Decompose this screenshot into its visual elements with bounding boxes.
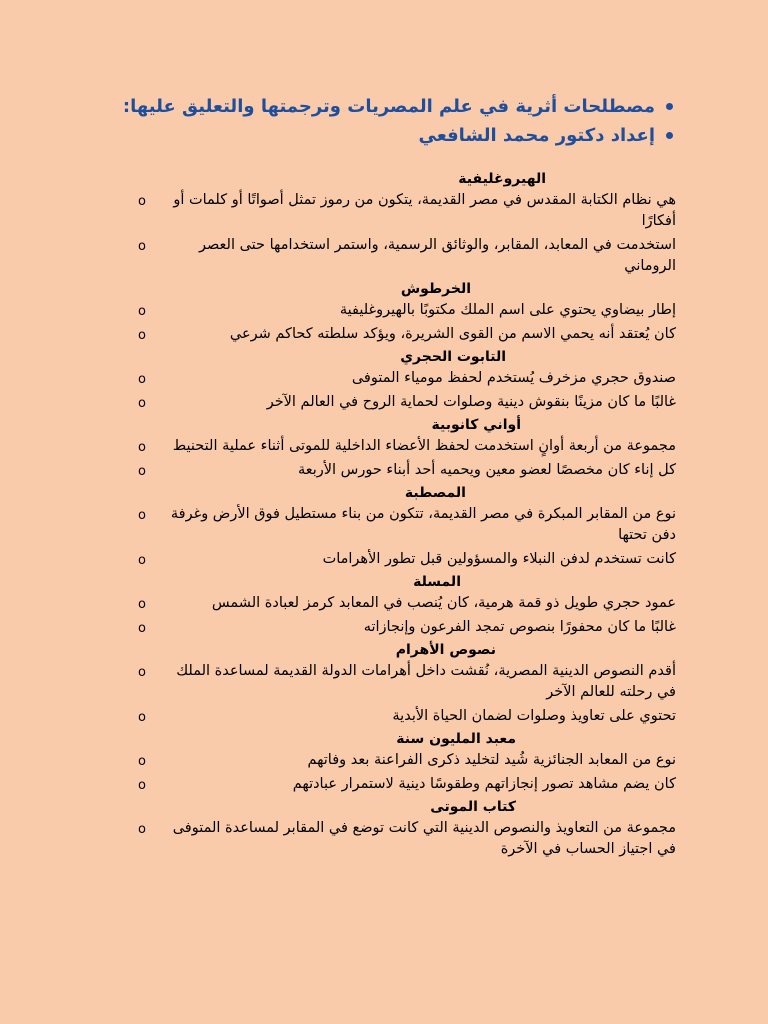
term-description-item	[138, 368, 676, 389]
term-description-item	[138, 190, 676, 232]
term-heading: نصوص الأهرام	[395, 642, 496, 658]
term-description-text: هي نظام الكتابة المقدس في مصر القديمة، يتكون من رموز تمثل أصواتًا أو كلمات أو أفكارًا	[173, 192, 676, 229]
document-author	[113, 121, 673, 150]
document-title	[113, 92, 673, 121]
term-heading: الخرطوش	[400, 281, 471, 297]
term-description-text: تحتوي على تعاويذ وصلوات لضمان الحياة الأبدية	[392, 708, 676, 724]
hollow-circle-bullet-icon: o	[138, 194, 146, 209]
term-description-text: مجموعة من التعاويذ والنصوص الدينية التي كانت توضع في المقابر لمساعدة المتوفى في اجتياز الحساب في الآخرة	[172, 820, 676, 857]
term-heading: أواني كانوبية	[431, 417, 521, 433]
term-description-item	[138, 750, 676, 771]
term-description-item	[138, 324, 676, 345]
term-description-item	[138, 392, 676, 413]
document-header	[113, 92, 673, 150]
term-description-item	[138, 617, 676, 638]
hollow-circle-bullet-icon: o	[138, 440, 146, 455]
bullet-dot-icon	[666, 132, 673, 139]
hollow-circle-bullet-icon: o	[138, 396, 146, 411]
term-description-text: غالبًا ما كان مزينًا بنقوش دينية وصلوات لحماية الروح في العالم الآخر	[266, 394, 676, 410]
term-description-item	[138, 593, 676, 614]
term-list	[138, 170, 676, 863]
term-heading: التابوت الحجري	[400, 349, 506, 365]
term-description-text: مجموعة من أربعة أوانٍ استخدمت لحفظ الأعضاء الداخلية للموتى أثناء عملية التحنيط	[172, 438, 676, 454]
term-description-item	[138, 818, 676, 860]
term-description-text: صندوق حجري مزخرف يُستخدم لحفظ مومياء المتوفى	[351, 370, 676, 386]
hollow-circle-bullet-icon: o	[138, 508, 146, 523]
hollow-circle-bullet-icon: o	[138, 328, 146, 343]
hollow-circle-bullet-icon: o	[138, 304, 146, 319]
hollow-circle-bullet-icon: o	[138, 553, 146, 568]
term-description-item	[138, 460, 676, 481]
term-description-item	[138, 706, 676, 727]
hollow-circle-bullet-icon: o	[138, 710, 146, 725]
term-description-text: أقدم النصوص الدينية المصرية، نُقشت داخل أهرامات الدولة القديمة لمساعدة الملك في رحلته للعالم الآخر	[176, 663, 676, 700]
document-title-text: مصطلحات أثرية في علم المصريات وترجمتها والتعليق عليها:	[122, 96, 655, 117]
term-description-text: نوع من المقابر المبكرة في مصر القديمة، تتكون من بناء مستطيل فوق الأرض وغرفة دفن تحتها	[170, 506, 676, 543]
term-heading: المصطبة	[404, 485, 466, 501]
term-heading: كتاب الموتى	[430, 799, 516, 815]
term-description-text: كان يضم مشاهد تصور إنجازاتهم وطقوسًا دينية لاستمرار عبادتهم	[292, 776, 676, 792]
term-description-text: كل إناء كان مخصصًا لعضو معين ويحميه أحد أبناء حورس الأربعة	[297, 462, 676, 478]
term-description-text: غالبًا ما كان محفورًا بنصوص تمجد الفرعون وإنجازاته	[363, 619, 676, 635]
term-description-item	[138, 235, 676, 277]
term-description-item	[138, 549, 676, 570]
document-author-text: إعداد دكتور محمد الشافعي	[418, 125, 655, 146]
term-description-item	[138, 661, 676, 703]
term-description-text: نوع من المعابد الجنائزية شُيد لتخليد ذكرى الفراعنة بعد وفاتهم	[307, 752, 676, 768]
hollow-circle-bullet-icon: o	[138, 372, 146, 387]
hollow-circle-bullet-icon: o	[138, 778, 146, 793]
term-heading: الهيروغليفية	[458, 171, 546, 187]
term-description-text: عمود حجري طويل ذو قمة هرمية، كان يُنصب في المعابد كرمز لعبادة الشمس	[211, 595, 676, 611]
term-description-item	[138, 300, 676, 321]
term-description-text: كان يُعتقد أنه يحمي الاسم من القوى الشريرة، ويؤكد سلطته كحاكم شرعي	[229, 326, 676, 342]
term-description-text: إطار بيضاوي يحتوي على اسم الملك مكتوبًا بالهيروغليفية	[339, 302, 676, 318]
term-description-item	[138, 504, 676, 546]
hollow-circle-bullet-icon: o	[138, 665, 146, 680]
hollow-circle-bullet-icon: o	[138, 239, 146, 254]
term-description-text: استخدمت في المعابد، المقابر، والوثائق الرسمية، واستمر استخدامها حتى العصر الروماني	[198, 237, 676, 274]
hollow-circle-bullet-icon: o	[138, 597, 146, 612]
term-description-item	[138, 436, 676, 457]
hollow-circle-bullet-icon: o	[138, 621, 146, 636]
bullet-dot-icon	[666, 103, 673, 110]
term-heading: المسلة	[413, 574, 461, 590]
hollow-circle-bullet-icon: o	[138, 464, 146, 479]
hollow-circle-bullet-icon: o	[138, 822, 146, 837]
term-description-text: كانت تستخدم لدفن النبلاء والمسؤولين قبل تطور الأهرامات	[322, 551, 676, 567]
term-description-item	[138, 774, 676, 795]
term-heading: معبد المليون سنة	[396, 731, 516, 747]
hollow-circle-bullet-icon: o	[138, 754, 146, 769]
